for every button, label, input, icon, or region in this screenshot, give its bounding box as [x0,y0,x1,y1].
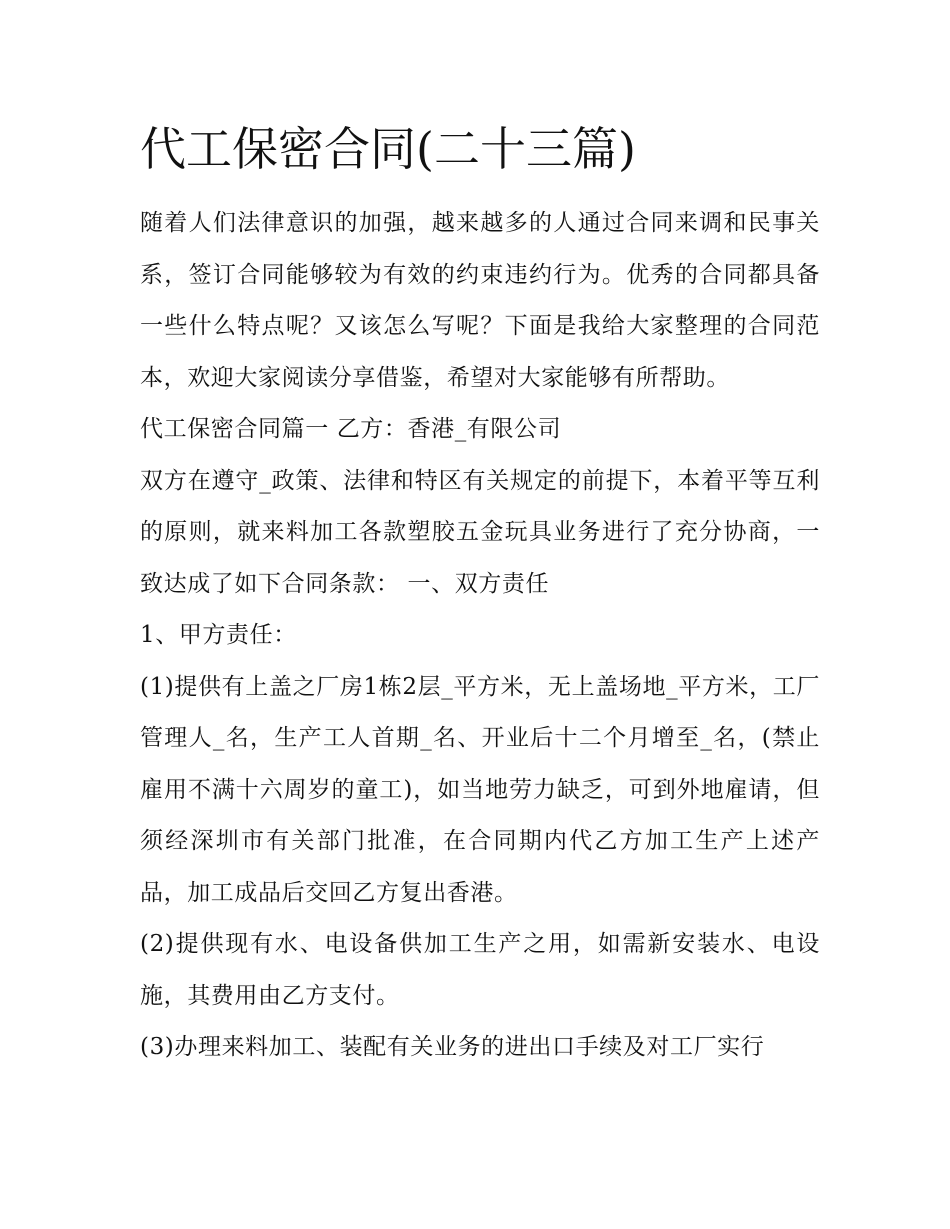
document-body [140,112,820,1074]
party-a-responsibility-heading: 1、甲方责任： [140,622,297,648]
clause-3-paragraph: (3)办理来料加工、装配有关业务的进出口手续及对工厂实行 [140,1034,765,1060]
document-title: 代工保密合同(二十三篇) [140,122,636,176]
preamble-paragraph: 双方在遵守_政策、法律和特区有关规定的前提下，本着平等互利的原则，就来料加工各款塑胶五金玩具业务进行了充分协商，一致达成了如下合同条款： 一、双方责任 [140,467,820,597]
intro-paragraph: 随着人们法律意识的加强，越来越多的人通过合同来调和民事关系，签订合同能够较为有效的约束违约行为。优秀的合同都具备一些什么特点呢？又该怎么写呢？下面是我给大家整理的合同范本，欢迎大家阅读分享借鉴，希望对大家能够有所帮助。 [140,210,820,391]
section-heading-paragraph: 代工保密合同篇一 乙方：香港_有限公司 [140,416,562,442]
clause-2-paragraph: (2)提供现有水、电设备供加工生产之用，如需新安装水、电设施，其费用由乙方支付。 [140,931,820,1009]
clause-1-paragraph: (1)提供有上盖之厂房1栋2层_平方米，无上盖场地_平方米，工厂管理人_名，生产工人首期_名、开业后十二个月增至_名，(禁止雇用不满十六周岁的童工)，如当地劳力缺乏，可到外地雇请，但须经深圳市有关部门批准，在合同期内代乙方加工生产上述产品，加工成品后交回乙方复出香港。 [140,673,820,906]
